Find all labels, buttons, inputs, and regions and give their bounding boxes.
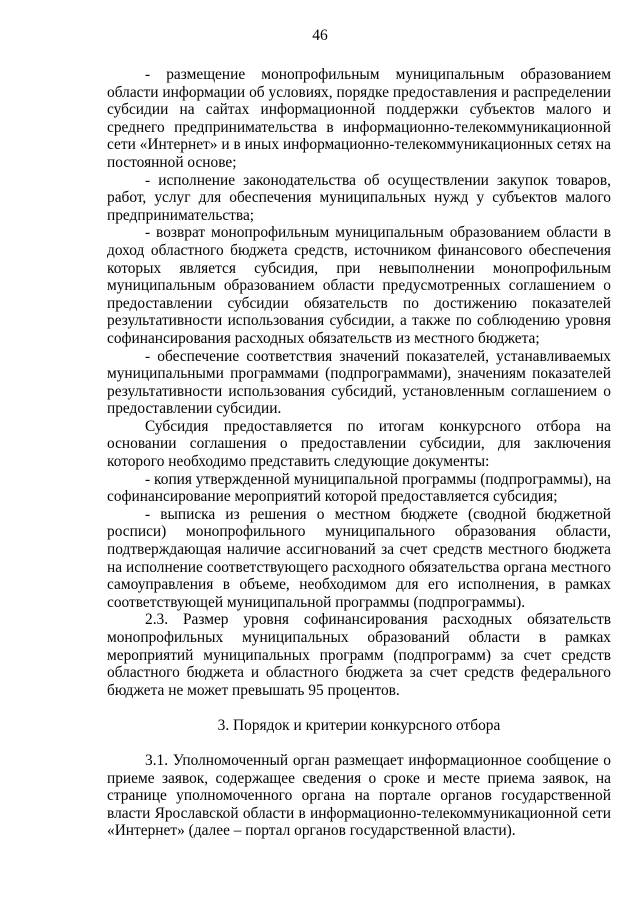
paragraph-budget-extract: - выписка из решения о местном бюджете (сводной бюджетной росписи) монопрофильного муниципального образования области, подтверждающая наличие ассигнований за счет средств местного бюджета на исполнение соответствующего расходного обязательства органа местного самоуправления в объеме, необходимом для его исполнения, в рамках соответствующей муниципальной программы (подпрограммы).	[107, 505, 611, 611]
section-heading: 3. Порядок и критерии конкурсного отбора	[217, 717, 501, 735]
paragraph-program-copy: - копия утвержденной муниципальной программы (подпрограммы), на софинансирование мероприятий которой предоставляется субсидия;	[107, 470, 611, 506]
paragraph-funds-return: - возврат монопрофильным муниципальным образованием области в доход областного бюджета средств, источником финансового обеспечения которых является субсидия, при невыполнении монопрофильным муниципальным образованием области предусмотренных соглашением о предоставлении субсидии обязательств по достижению показателей результативности использования субсидии, а также по соблюдению уровня софинансирования расходных обязательств из местного бюджета;	[107, 224, 611, 347]
paragraph-subsidy-selection: Субсидия предоставляется по итогам конкурсного отбора на основании соглашения о предоставлении субсидии, для заключения которого необходимо представить следующие документы:	[107, 417, 611, 471]
paragraph-indicators-compliance: - обеспечение соответствия значений показателей, устанавливаемых муниципальными программами (подпрограммами), значениям показателей результативности использования субсидий, установленным соглашением о предоставлении субсидии.	[107, 347, 611, 418]
document-body	[107, 66, 611, 840]
page-number: 46	[312, 27, 328, 44]
paragraph-procurement-law: - исполнение законодательства об осуществлении закупок товаров, работ, услуг для обеспечения муниципальных нужд у субъектов малого предпринимательства;	[107, 171, 611, 224]
paragraph-cofinancing-level: 2.3. Размер уровня софинансирования расходных обязательств монопрофильных муниципальных образований области в рамках мероприятий муниципальных программ (подпрограмм) за счет средств областного бюджета и областного бюджета за счет средств федерального бюджета не может превышать 95 процентов.	[107, 611, 611, 699]
paragraph-placement-info: - размещение монопрофильным муниципальным образованием области информации об условиях, порядке предоставления и распределении субсидии на сайтах информационной поддержки субъектов малого и среднего предпринимательства в информационно-телекоммуникационной сети «Интернет» и в иных информационно-телекоммуникационных сетях на постоянной основе;	[107, 66, 611, 171]
paragraph-announcement: 3.1. Уполномоченный орган размещает информационное сообщение о приеме заявок, содержащее сведения о сроке и месте приема заявок, на странице уполномоченного органа на портале органов государственной власти Ярославской области в информационно-телекоммуникационной сети «Интернет» (далее – портал органов государственной власти).	[107, 751, 611, 840]
